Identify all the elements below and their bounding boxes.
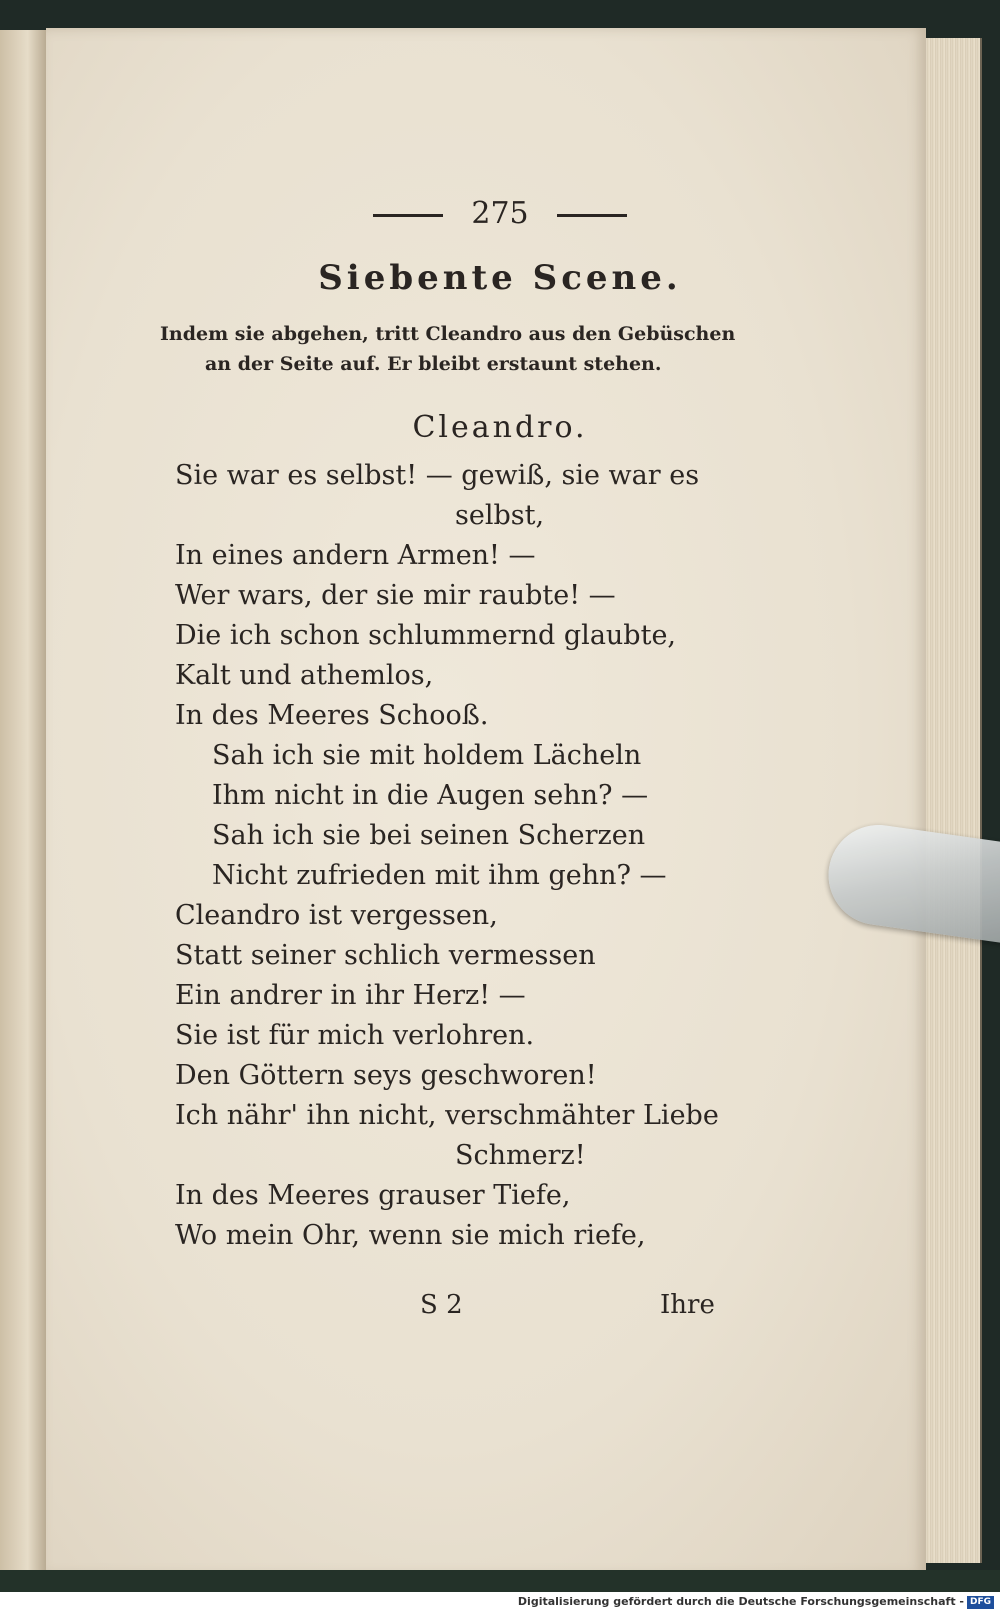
verse-line: Wo mein Ohr, wenn sie mich riefe, [175,1220,646,1251]
verse-line: Sie ist für mich verlohren. [175,1020,535,1051]
verse-line: Sie war es selbst! — gewiß, sie war es [175,460,700,491]
verse-line: Den Göttern seys geschworen! [175,1060,597,1091]
verse-line: In eines andern Armen! — [175,540,536,571]
verse-line: Nicht zufrieden mit ihm gehn? — [212,860,667,891]
verse-line: Die ich schon schlummernd glaubte, [175,620,677,651]
stage-direction-line-1: Indem sie abgehen, tritt Cleandro aus den Gebüschen [160,323,736,345]
stage-direction-line-2: an der Seite auf. Er bleibt erstaunt stehen. [205,353,662,375]
page-number-line [0,196,1000,231]
verse-line: Statt seiner schlich vermessen [175,940,596,971]
verse-line: Ein andrer in ihr Herz! — [175,980,526,1011]
verse-line: In des Meeres Schooß. [175,700,489,731]
speaker-name: Cleandro. [412,410,588,445]
verse-line: Kalt und athemlos, [175,660,434,691]
verse-line: Ich nähr' ihn nicht, verschmähter Liebe [175,1100,719,1131]
verse-line: Schmerz! [455,1140,586,1171]
verse-line: Wer wars, der sie mir raubte! — [175,580,616,611]
right-rule [557,214,627,217]
signature-mark: S 2 [420,1290,463,1320]
digitization-credit-bar [0,1592,1000,1611]
verse-line: In des Meeres grauser Tiefe, [175,1180,571,1211]
verse-line: selbst, [455,500,545,531]
left-rule [373,214,443,217]
scene-title: Siebente Scene. [318,258,682,298]
catchword: Ihre [660,1290,715,1320]
page-number: 275 [471,196,529,231]
verse-line: Sah ich sie mit holdem Lächeln [212,740,642,771]
dfg-logo: DFG [967,1596,994,1609]
verse-line: Sah ich sie bei seinen Scherzen [212,820,646,851]
verse-line: Cleandro ist vergessen, [175,900,498,931]
credit-text: Digitalisierung gefördert durch die Deutsche Forschungsgemeinschaft - [517,1595,964,1608]
scanner-background [0,1570,1000,1592]
verse-line: Ihm nicht in die Augen sehn? — [212,780,649,811]
